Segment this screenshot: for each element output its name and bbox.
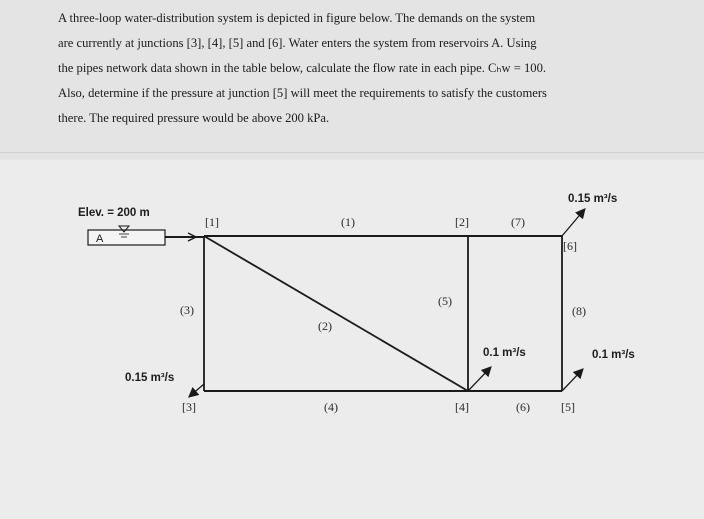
- pipe-8-label: (8): [572, 304, 586, 318]
- problem-line: Also, determine if the pressure at junction [5] will meet the requirements to satisfy the customers: [58, 86, 547, 100]
- pipe-4-label: (4): [324, 400, 338, 414]
- junction-5-label: [5]: [561, 400, 575, 414]
- pipe-6-label: (6): [516, 400, 530, 414]
- pipe-2-line: [204, 236, 468, 391]
- demand-3-label: 0.15 m³/s: [125, 372, 175, 384]
- demand-6-arrow-icon: [562, 210, 584, 236]
- pipe-5-label: (5): [438, 294, 452, 308]
- pipe-network-diagram: [0, 160, 704, 519]
- demand-4-label: 0.1 m³/s: [483, 347, 526, 359]
- junction-1-label: [1]: [205, 215, 219, 229]
- demand-5-arrow-icon: [562, 370, 582, 391]
- demand-4-arrow-icon: [468, 368, 490, 391]
- junction-4-label: [4]: [455, 400, 469, 414]
- problem-line: A three-loop water-distribution system is depicted in figure below. The demands on the system: [58, 11, 536, 25]
- pipe-network-figure: [0, 160, 704, 519]
- problem-line: are currently at junctions [3], [4], [5] and [6]. Water enters the system from reservoirs A. Using: [58, 36, 537, 50]
- problem-line: the pipes network data shown in the table below, calculate the flow rate in each pipe. Cₕw = 100.: [58, 61, 547, 75]
- pipe-3-label: (3): [180, 303, 194, 317]
- pipe-7-label: (7): [511, 215, 525, 229]
- junction-3-label: [3]: [182, 400, 196, 414]
- problem-line: there. The required pressure would be above 200 kPa.: [58, 111, 330, 125]
- demand-5-label: 0.1 m³/s: [592, 349, 635, 361]
- problem-statement: [58, 6, 650, 131]
- junction-2-label: [2]: [455, 215, 469, 229]
- pipe-2-label: (2): [318, 319, 332, 333]
- reservoir-a: [88, 226, 204, 245]
- divider: [0, 152, 704, 153]
- reservoir-label: A: [96, 233, 104, 245]
- demand-6-label: 0.15 m³/s: [568, 193, 618, 205]
- junction-6-label: [6]: [563, 239, 577, 253]
- elevation-label: Elev. = 200 m: [78, 207, 150, 219]
- pipe-1-label: (1): [341, 215, 355, 229]
- demand-3-arrow-icon: [190, 384, 204, 396]
